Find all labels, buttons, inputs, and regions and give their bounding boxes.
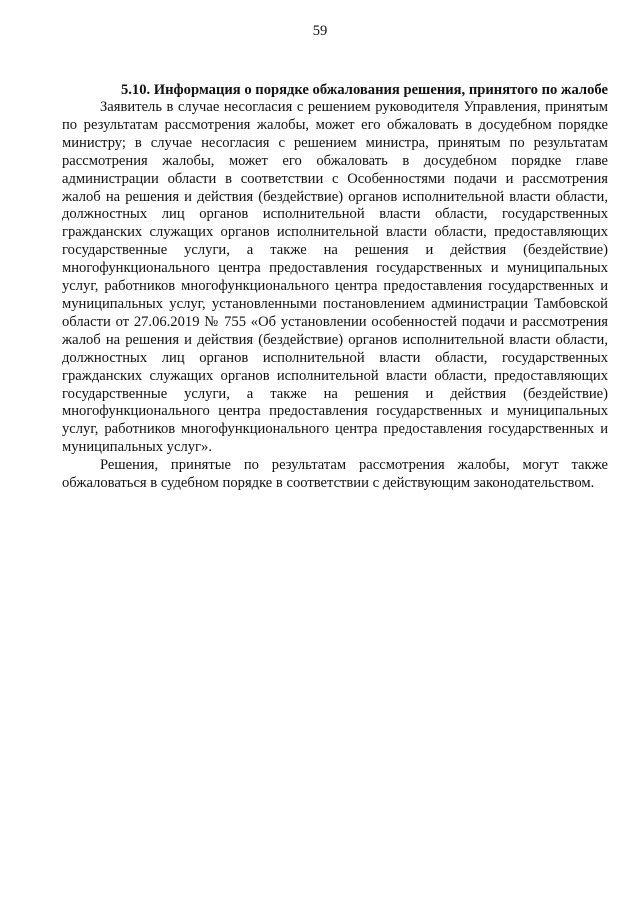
- page-number: 59: [312, 23, 328, 39]
- paragraph-judicial-appeal: Решения, принятые по результатам рассмотрения жалобы, могут также обжаловаться в судебном порядке в соответствии с действующим законодательством.: [62, 457, 608, 492]
- section-heading: 5.10. Информация о порядке обжалования решения, принятого по жалобе: [120, 82, 608, 98]
- section-body: [62, 81, 608, 493]
- paragraph-appeal-procedure: Заявитель в случае несогласия с решением руководителя Управления, принятым по результатам рассмотрения жалобы, может его обжаловать в досудебном порядке министру; в случае несогласия с решением министра, принятым по результатам рассмотрения жалобы, может его обжаловать в досудебном порядке главе администрации области в соответствии с Особенностями подачи и рассмотрения жалоб на решения и действия (бездействие) органов исполнительной власти области, должностных лиц органов исполнительной власти области, государственных гражданских служащих органов исполнительной власти области, предоставляющих государственные услуги, а также на решения и действия (бездействие) многофункционального центра предоставления государственных и муниципальных услуг, работников многофункционального центра предоставления государственных и муниципальных услуг, установленными постановлением администрации Тамбовской области от 27.06.2019 № 755 «Об установлении особенностей подачи и рассмотрения жалоб на решения и действия (бездействие) органов исполнительной власти области, должностных лиц органов исполнительной власти области, государственных гражданских служащих органов исполнительной власти области, предоставляющих государственные услуги, а также на решения и действия (бездействие) многофункционального центра предоставления государственных и муниципальных услуг, работников многофункционального центра предоставления государственных и муниципальных услуг».: [62, 99, 608, 456]
